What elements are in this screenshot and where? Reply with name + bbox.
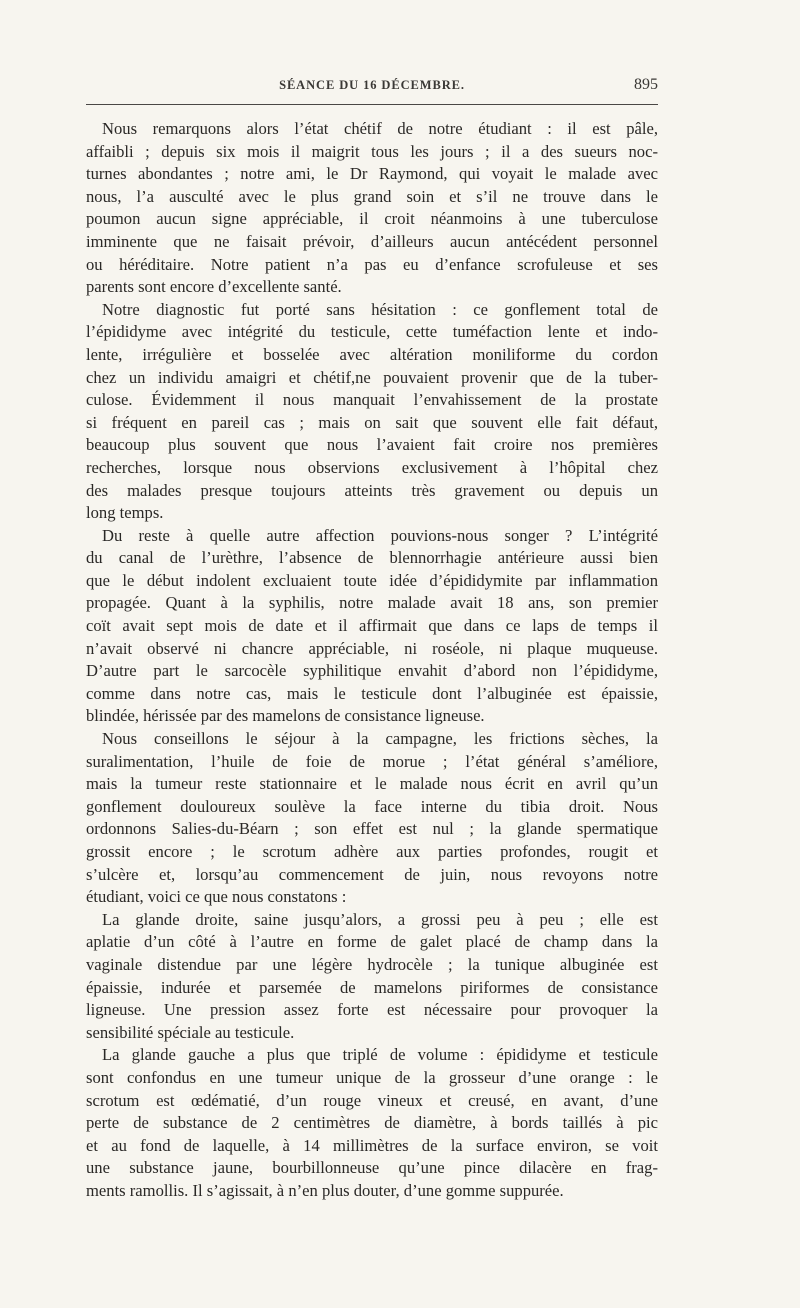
paragraph <box>86 728 658 909</box>
text-line: ments ramollis. Il s’agissait, à n’en plus douter, d’une gomme suppurée. <box>86 1180 564 1200</box>
text-line: lente, irrégulière et bosselée avec altération moniliforme du cordon <box>86 344 658 364</box>
paragraph <box>86 525 658 728</box>
text-line: Nous conseillons le séjour à la campagne, les frictions sèches, la <box>102 729 658 749</box>
text-line: si fréquent en pareil cas ; mais on sait que souvent elle fait défaut, <box>86 412 658 432</box>
text-line: une substance jaune, bourbillonneuse qu’une pince dilacère en frag- <box>86 1158 658 1178</box>
text-line: turnes abondantes ; notre ami, le Dr Raymond, qui voyait le malade avec <box>86 164 658 184</box>
text-line: nous, l’a ausculté avec le plus grand soin et s’il ne trouve dans le <box>86 186 658 206</box>
text-line: Du reste à quelle autre affection pouvions-nous songer ? L’intégrité <box>102 525 658 545</box>
text-line: La glande droite, saine jusqu’alors, a grossi peu à peu ; elle est <box>102 909 658 929</box>
text-line: suralimentation, l’huile de foie de morue ; l’état général s’améliore, <box>86 751 658 771</box>
page-header <box>86 76 658 100</box>
text-line: scrotum est œdématié, d’un rouge vineux et creusé, en avant, d’une <box>86 1090 658 1110</box>
header-rule <box>86 104 658 105</box>
text-line: Notre diagnostic fut porté sans hésitation : ce gonflement total de <box>102 299 658 319</box>
text-line: parents sont encore d’excellente santé. <box>86 277 342 297</box>
text-line: D’autre part le sarcocèle syphilitique envahit d’abord non l’épididyme, <box>86 661 658 681</box>
text-line: l’épididyme avec intégrité du testicule, cette tuméfaction lente et indo- <box>86 322 658 342</box>
page-number: 895 <box>634 76 658 93</box>
text-line: que le début indolent excluaient toute idée d’épididymite par inflammation <box>86 570 658 590</box>
text-line: poumon aucun signe appréciable, il croit néanmoins à une tuberculose <box>86 209 658 229</box>
text-line: perte de substance de 2 centimètres de diamètre, à bords taillés à pic <box>86 1113 658 1133</box>
text-line: mais la tumeur reste stationnaire et le malade nous écrit en avril qu’un <box>86 774 658 794</box>
text-line: aplatie d’un côté à l’autre en forme de galet placé de champ dans la <box>86 932 658 952</box>
text-line: et au fond de laquelle, à 14 millimètres de la surface environ, se voit <box>86 1135 658 1155</box>
text-line: sont confondus en une tumeur unique de la grosseur d’une orange : le <box>86 1067 658 1087</box>
text-line: épaissie, indurée et parsemée de mamelons piriformes de consistance <box>86 977 658 997</box>
text-line: gonflement douloureux soulève la face interne du tibia droit. Nous <box>86 796 658 816</box>
text-line: n’avait observé ni chancre appréciable, ni roséole, ni plaque muqueuse. <box>86 638 658 658</box>
text-line: propagée. Quant à la syphilis, notre malade avait 18 ans, son premier <box>86 593 658 613</box>
running-head: SÉANCE DU 16 DÉCEMBRE. <box>279 78 465 92</box>
paragraph <box>86 118 658 299</box>
body-text <box>86 118 658 1203</box>
text-line: blindée, hérissée par des mamelons de consistance ligneuse. <box>86 706 485 726</box>
text-line: du canal de l’urèthre, l’absence de blennorrhagie antérieure aussi bien <box>86 548 658 568</box>
text-line: Nous remarquons alors l’état chétif de notre étudiant : il est pâle, <box>102 119 658 138</box>
text-line: affaibli ; depuis six mois il maigrit tous les jours ; il a des sueurs noc- <box>86 141 658 161</box>
text-line: imminente que ne faisait prévoir, d’ailleurs aucun antécédent personnel <box>86 231 658 251</box>
text-line: sensibilité spéciale au testicule. <box>86 1022 295 1042</box>
text-line: vaginale distendue par une légère hydrocèle ; la tunique albuginée est <box>86 954 658 974</box>
text-line: ordonnons Salies-du-Béarn ; son effet est nul ; la glande spermatique <box>86 819 658 839</box>
text-line: coït avait sept mois de date et il affirmait que dans ce laps de temps il <box>86 616 658 636</box>
text-line: chez un individu amaigri et chétif,ne pouvaient provenir que de la tuber- <box>86 367 658 387</box>
text-line: beaucoup plus souvent que nous l’avaient fait croire nos premières <box>86 435 658 455</box>
text-line: culose. Évidemment il nous manquait l’envahissement de la prostate <box>86 390 658 410</box>
text-line: ou héréditaire. Notre patient n’a pas eu d’enfance scrofuleuse et ses <box>86 254 658 274</box>
text-line: ligneuse. Une pression assez forte est nécessaire pour provoquer la <box>86 1000 658 1020</box>
text-line: étudiant, voici ce que nous constatons : <box>86 887 347 907</box>
text-line: des malades presque toujours atteints très gravement ou depuis un <box>86 480 658 500</box>
text-line: s’ulcère et, lorsqu’au commencement de juin, nous revoyons notre <box>86 864 658 884</box>
text-line: comme dans notre cas, mais le testicule dont l’albuginée est épaissie, <box>86 683 658 703</box>
paragraph <box>86 909 658 1045</box>
text-line: recherches, lorsque nous observions exclusivement à l’hôpital chez <box>86 457 658 477</box>
text-line: La glande gauche a plus que triplé de volume : épididyme et testicule <box>102 1045 658 1065</box>
paragraph <box>86 299 658 525</box>
text-line: grossit encore ; le scrotum adhère aux parties profondes, rougit et <box>86 842 658 861</box>
paragraph <box>86 1044 658 1202</box>
text-line: long temps. <box>86 503 164 523</box>
